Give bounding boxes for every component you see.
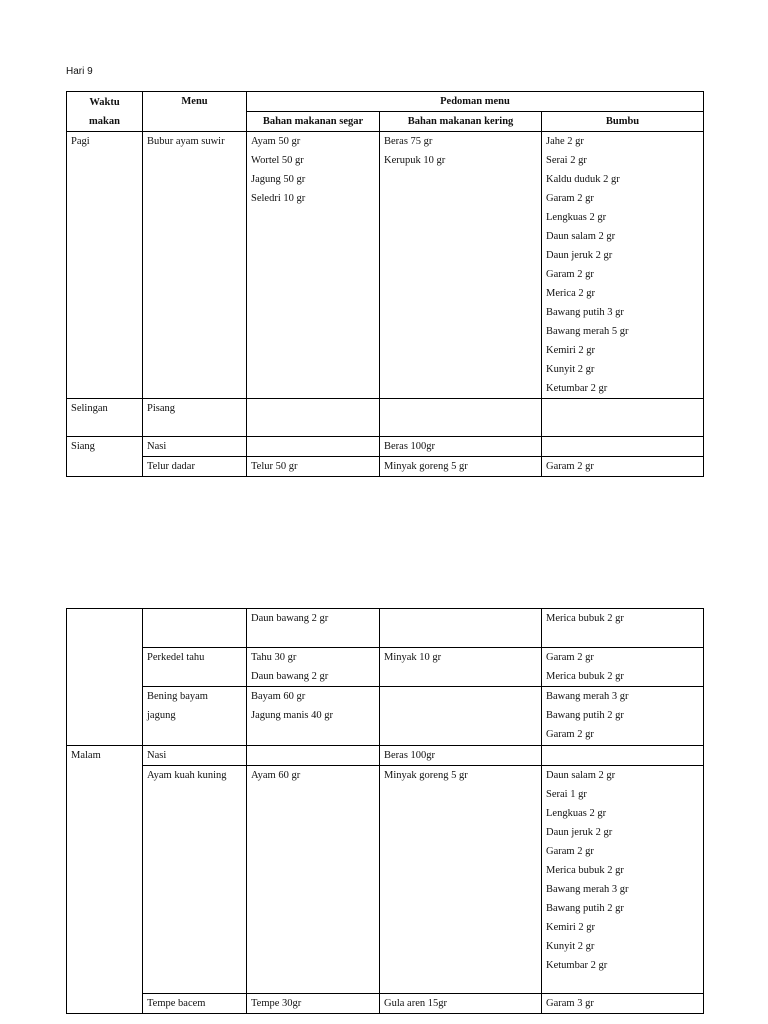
cell-menu-bubur: Bubur ayam suwir: [143, 132, 247, 399]
cell-empty: [542, 746, 704, 766]
cell-kering-tempe: Gula aren 15gr: [380, 994, 542, 1014]
cell-bumbu-bening: Bawang merah 3 gr Bawang putih 2 gr Garam 2 gr: [542, 687, 704, 746]
cell-segar-perkedel: Tahu 30 gr Daun bawang 2 gr: [247, 648, 380, 687]
cell-menu-bening: Bening bayam jagung: [143, 687, 247, 746]
table-row-bening-bayam: [67, 687, 704, 746]
table-row-malam-nasi: [67, 746, 704, 766]
cell-empty: [542, 399, 704, 437]
header-bumbu: Bumbu: [542, 112, 704, 132]
table-row-telur-dadar: [67, 457, 704, 477]
cell-menu-pisang: Pisang: [143, 399, 247, 437]
cell-bumbu-bubur: Jahe 2 gr Serai 2 gr Kaldu duduk 2 gr Garam 2 gr Lengkuas 2 gr Daun salam 2 gr Daun jeruk 2 gr Garam 2 gr Merica 2 gr Bawang putih 3 gr Bawang merah 5 gr Kemiri 2 gr Kunyit 2 gr Ketumbar 2 gr: [542, 132, 704, 399]
cell-kering-nasi-malam: Beras 100gr: [380, 746, 542, 766]
cell-empty: [247, 746, 380, 766]
menu-table-part-1: [66, 91, 704, 477]
cell-empty: [247, 437, 380, 457]
cell-kering-bubur: Beras 75 gr Kerupuk 10 gr: [380, 132, 542, 399]
header-menu: Menu: [143, 92, 247, 132]
cell-segar-bubur: Ayam 50 gr Wortel 50 gr Jagung 50 gr Seledri 10 gr: [247, 132, 380, 399]
cell-menu-ayam-kuah: Ayam kuah kuning: [143, 766, 247, 994]
table-row-pagi: [67, 132, 704, 399]
cell-segar-tempe: Tempe 30gr: [247, 994, 380, 1014]
cell-segar-bening: Bayam 60 gr Jagung manis 40 gr: [247, 687, 380, 746]
cell-menu-perkedel: Perkedel tahu: [143, 648, 247, 687]
table-row-siang-nasi: [67, 437, 704, 457]
table-row-selingan: [67, 399, 704, 437]
cell-empty: [380, 687, 542, 746]
cell-bumbu-telur: Garam 2 gr: [542, 457, 704, 477]
cell-segar-ayam-kuah: Ayam 60 gr: [247, 766, 380, 994]
header-row: [67, 92, 704, 112]
menu-table-part-2: [66, 608, 704, 1014]
day-label: Hari 9: [66, 66, 93, 77]
table-row-perkedel-tahu: [67, 648, 704, 687]
header-pedoman-menu: Pedoman menu: [247, 92, 704, 112]
cell-menu-telur: Telur dadar: [143, 457, 247, 477]
header-bahan-segar: Bahan makanan segar: [247, 112, 380, 132]
cell-bumbu-perkedel: Garam 2 gr Merica bubuk 2 gr: [542, 648, 704, 687]
cell-kering-telur: Minyak goreng 5 gr: [380, 457, 542, 477]
cell-empty: [380, 609, 542, 648]
cell-kering-perkedel: Minyak 10 gr: [380, 648, 542, 687]
cell-bumbu-ayam-kuah: Daun salam 2 gr Serai 1 gr Lengkuas 2 gr Daun jeruk 2 gr Garam 2 gr Merica bubuk 2 gr Bawang merah 3 gr Bawang putih 2 gr Kemiri 2 gr Kunyit 2 gr Ketumbar 2 gr: [542, 766, 704, 994]
cell-menu-nasi: Nasi: [143, 437, 247, 457]
header-waktu-makan: Waktu makan: [67, 92, 143, 132]
cell-time-siang: Siang: [67, 437, 143, 477]
cell-segar-telur: Telur 50 gr: [247, 457, 380, 477]
cell-time-siang-continued: [67, 609, 143, 746]
cell-bumbu-tempe: Garam 3 gr: [542, 994, 704, 1014]
cell-menu-tempe: Tempe bacem: [143, 994, 247, 1014]
table-row-ayam-kuah-kuning: [67, 766, 704, 994]
cell-empty: [380, 399, 542, 437]
cell-segar-daun-bawang: Daun bawang 2 gr: [247, 609, 380, 648]
cell-time-malam: Malam: [67, 746, 143, 1014]
table-row-telur-continued: [67, 609, 704, 648]
cell-bumbu-merica: Merica bubuk 2 gr: [542, 609, 704, 648]
cell-time-pagi: Pagi: [67, 132, 143, 399]
cell-time-selingan: Selingan: [67, 399, 143, 437]
header-bahan-kering: Bahan makanan kering: [380, 112, 542, 132]
cell-kering-nasi: Beras 100gr: [380, 437, 542, 457]
table-row-tempe-bacem: [67, 994, 704, 1014]
cell-kering-ayam-kuah: Minyak goreng 5 gr: [380, 766, 542, 994]
cell-empty: [542, 437, 704, 457]
cell-empty: [247, 399, 380, 437]
cell-empty: [143, 609, 247, 648]
cell-menu-nasi-malam: Nasi: [143, 746, 247, 766]
